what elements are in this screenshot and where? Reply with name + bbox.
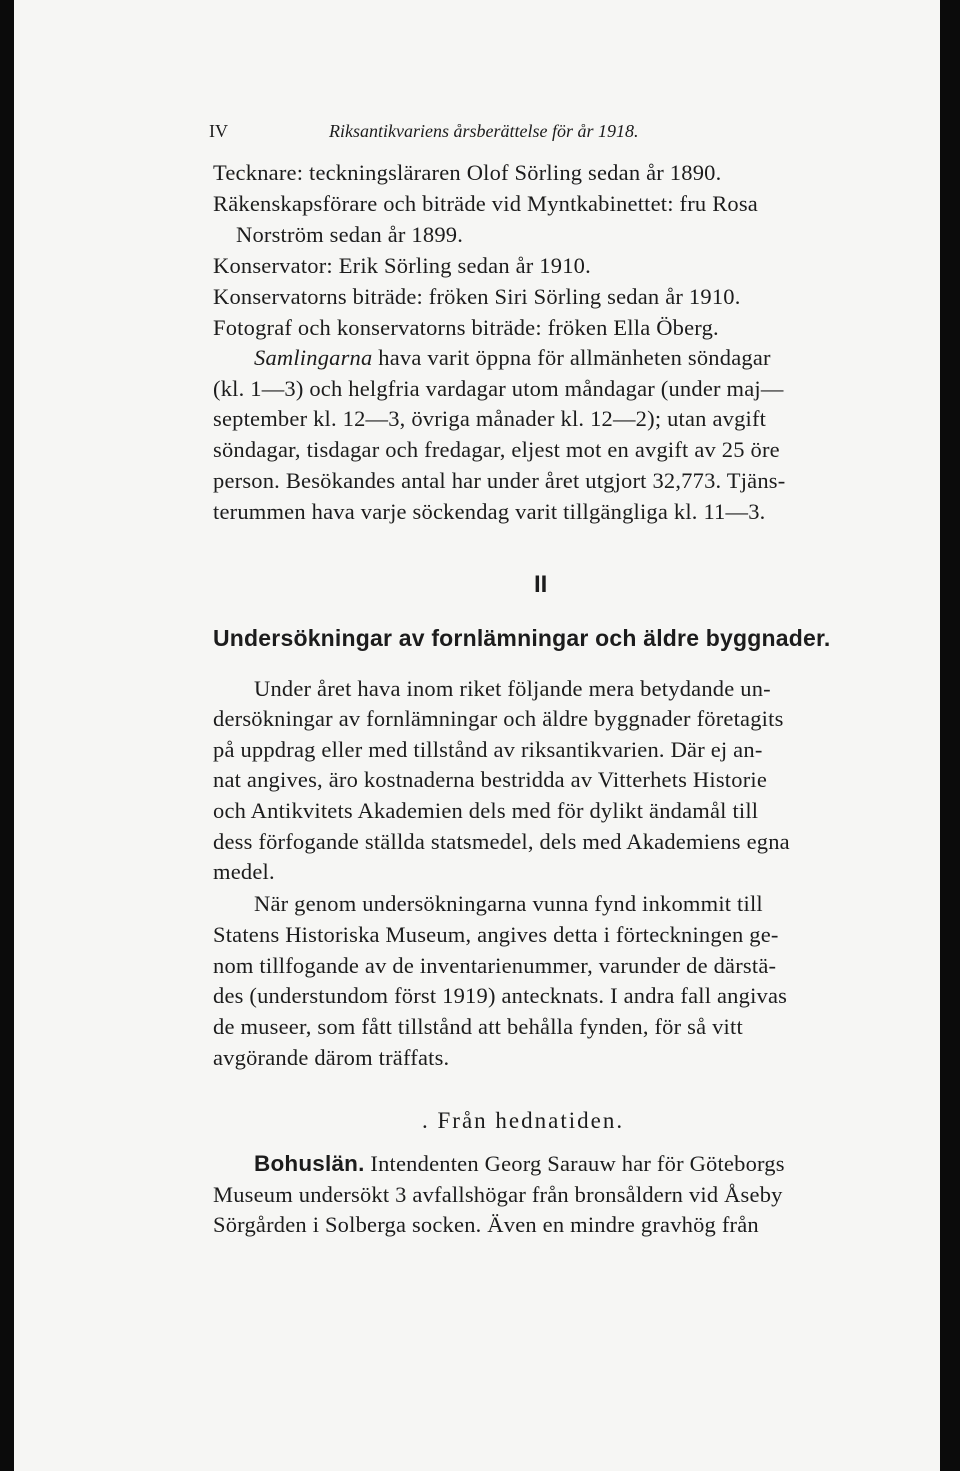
paragraph-line	[254, 1151, 785, 1177]
collections-line: (kl. 1—3) och helgfria vardagar utom måndagar (under maj—	[213, 376, 784, 401]
paragraph-line: medel.	[213, 859, 275, 884]
collections-line	[254, 345, 771, 371]
paragraph-line-rest: Intendenten Georg Sarauw har för Göteborgs	[364, 1151, 785, 1176]
collections-lead: Samlingarna	[254, 345, 373, 370]
collections-line: september kl. 12—3, övriga månader kl. 12—2); utan avgift	[213, 406, 767, 431]
page-number: IV	[209, 121, 228, 141]
paragraph-line: på uppdrag eller med tillstånd av riksantikvarien. Där ej an-	[213, 737, 763, 762]
paragraph-line: och Antikvitets Akademien dels med för dylikt ändamål till	[213, 798, 759, 823]
staff-line: Norström sedan år 1899.	[236, 222, 464, 247]
collections-line: person. Besökandes antal har under året utgjort 32,773. Tjäns-	[213, 468, 786, 493]
paragraph-line: Sörgården i Solberga socken. Även en mindre gravhög från	[213, 1212, 759, 1237]
section-number: II	[534, 571, 548, 598]
paragraph-line: Statens Historiska Museum, angives detta i förteckningen ge-	[213, 922, 779, 947]
paragraph-line: avgörande därom träffats.	[213, 1045, 450, 1070]
paragraph-line: des (understundom först 1919) antecknats. I andra fall angivas	[213, 983, 788, 1008]
document-page	[14, 0, 940, 1471]
collections-line-rest: hava varit öppna för allmänheten söndagar	[372, 345, 771, 370]
staff-line: Konservator: Erik Sörling sedan år 1910.	[213, 253, 591, 278]
region-name: Bohuslän.	[254, 1151, 365, 1176]
paragraph-line: de museer, som fått tillstånd att behålla fynden, för så vitt	[213, 1014, 743, 1039]
running-title: Riksantikvariens årsberättelse för år 1918.	[329, 121, 639, 141]
paragraph-line: nom tillfogande av de inventarienummer, varunder de därstä-	[213, 953, 777, 978]
paragraph-line: dersökningar av fornlämningar och äldre byggnader företagits	[213, 706, 784, 731]
staff-line: Tecknare: teckningsläraren Olof Sörling sedan år 1890.	[213, 160, 722, 185]
staff-line: Konservatorns biträde: fröken Siri Sörling sedan år 1910.	[213, 284, 741, 309]
paragraph-line: dess förfogande ställda statsmedel, dels med Akademiens egna	[213, 829, 790, 854]
paragraph-line: Museum undersökt 3 avfallshögar från bronsåldern vid Åseby	[213, 1182, 783, 1207]
paragraph-line: Under året hava inom riket följande mera betydande un-	[254, 676, 771, 701]
subsection-title: . Från hednatiden.	[422, 1108, 625, 1133]
staff-line: Fotograf och konservatorns biträde: fröken Ella Öberg.	[213, 315, 719, 340]
collections-line: terummen hava varje söckendag varit tillgängliga kl. 11—3.	[213, 499, 766, 524]
staff-line: Räkenskapsförare och biträde vid Myntkabinettet: fru Rosa	[213, 191, 758, 216]
section-title: Undersökningar av fornlämningar och äldre byggnader.	[213, 625, 831, 651]
paragraph-line: När genom undersökningarna vunna fynd inkommit till	[254, 891, 763, 916]
paragraph-line: nat angives, äro kostnaderna bestridda av Vitterhets Historie	[213, 767, 768, 792]
collections-line: söndagar, tisdagar och fredagar, eljest mot en avgift av 25 öre	[213, 437, 780, 462]
